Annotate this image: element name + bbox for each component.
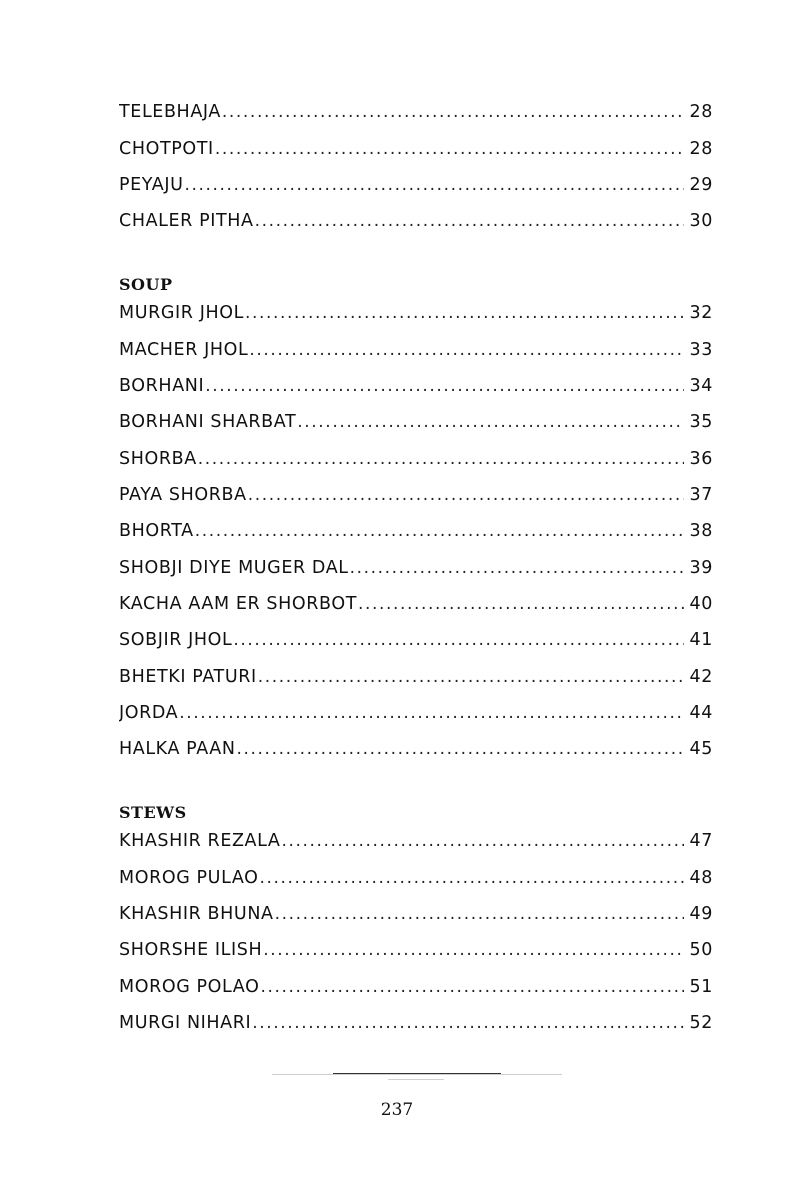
entry-title: HALKA PAAN xyxy=(119,739,236,759)
footer-rule xyxy=(272,1074,562,1075)
entry-page-number: 45 xyxy=(689,739,713,759)
entry-page-number: 33 xyxy=(689,340,713,360)
entry-page-number: 47 xyxy=(689,831,713,851)
dot-leader xyxy=(245,298,684,328)
dot-leader xyxy=(297,407,683,437)
entry-page-number: 52 xyxy=(689,1013,713,1033)
dot-leader xyxy=(260,972,683,1002)
entry-page-number: 34 xyxy=(689,376,713,396)
entry-title: SHORBA xyxy=(119,449,197,469)
page-number: 237 xyxy=(380,1100,414,1120)
entry-page-number: 35 xyxy=(689,412,713,432)
dot-leader xyxy=(184,170,683,200)
toc-entry xyxy=(119,863,713,893)
toc-entry xyxy=(119,935,713,965)
entry-title: JORDA xyxy=(119,703,179,723)
dot-leader xyxy=(263,935,683,965)
entry-page-number: 32 xyxy=(689,303,713,323)
toc-entry xyxy=(119,335,713,365)
entry-title: SHORSHE ILISH xyxy=(119,940,263,960)
entry-title: MACHER JHOL xyxy=(119,340,249,360)
dot-leader xyxy=(179,698,683,728)
dot-leader xyxy=(259,863,683,893)
toc-entry xyxy=(119,298,713,328)
footer-rule-short xyxy=(388,1079,444,1080)
toc-entry xyxy=(119,206,713,236)
toc-entry xyxy=(119,371,713,401)
entry-page-number: 38 xyxy=(689,521,713,541)
dot-leader xyxy=(252,1008,683,1038)
toc-entry xyxy=(119,516,713,546)
toc-entry xyxy=(119,698,713,728)
entry-title: MOROG POLAO xyxy=(119,977,260,997)
dot-leader xyxy=(237,734,684,764)
entry-page-number: 30 xyxy=(689,211,713,231)
dot-leader xyxy=(215,134,684,164)
toc-entry xyxy=(119,480,713,510)
dot-leader xyxy=(275,899,684,929)
entry-page-number: 41 xyxy=(689,630,713,650)
dot-leader xyxy=(195,516,684,546)
entry-title: BHETKI PATURI xyxy=(119,667,257,687)
toc-entry xyxy=(119,589,713,619)
footer-rule-dark xyxy=(333,1073,501,1074)
entry-title: SOBJIR JHOL xyxy=(119,630,233,650)
entry-title: BORHANI xyxy=(119,376,205,396)
entry-page-number: 28 xyxy=(689,102,713,122)
dot-leader xyxy=(255,206,684,236)
entry-page-number: 49 xyxy=(689,904,713,924)
entry-title: MURGIR JHOL xyxy=(119,303,244,323)
entry-title: BHORTA xyxy=(119,521,194,541)
toc-entry xyxy=(119,826,713,856)
entry-page-number: 48 xyxy=(689,868,713,888)
dot-leader xyxy=(350,553,684,583)
toc-entry xyxy=(119,407,713,437)
entry-page-number: 42 xyxy=(689,667,713,687)
entry-title: CHALER PITHA xyxy=(119,211,254,231)
section-heading: SOUP xyxy=(119,275,173,294)
entry-page-number: 37 xyxy=(689,485,713,505)
entry-page-number: 36 xyxy=(689,449,713,469)
entry-title: BORHANI SHARBAT xyxy=(119,412,297,432)
dot-leader xyxy=(222,97,684,127)
entry-title: PAYA SHORBA xyxy=(119,485,247,505)
entry-title: MURGI NIHARI xyxy=(119,1013,252,1033)
dot-leader xyxy=(258,662,684,692)
toc-entry xyxy=(119,972,713,1002)
toc-entry xyxy=(119,134,713,164)
entry-page-number: 39 xyxy=(689,558,713,578)
entry-title: CHOTPOTI xyxy=(119,139,214,159)
entry-title: MOROG PULAO xyxy=(119,868,259,888)
entry-title: SHOBJI DIYE MUGER DAL xyxy=(119,558,349,578)
entry-title: KHASHIR REZALA xyxy=(119,831,281,851)
entry-title: TELEBHAJA xyxy=(119,102,221,122)
entry-title: KACHA AAM ER SHORBOT xyxy=(119,594,357,614)
entry-page-number: 29 xyxy=(689,175,713,195)
section-heading: STEWS xyxy=(119,803,187,822)
toc-entry xyxy=(119,625,713,655)
entry-page-number: 28 xyxy=(689,139,713,159)
dot-leader xyxy=(358,589,684,619)
toc-entry xyxy=(119,553,713,583)
toc-entry xyxy=(119,899,713,929)
entry-title: KHASHIR BHUNA xyxy=(119,904,274,924)
toc-entry xyxy=(119,734,713,764)
toc-entry xyxy=(119,1008,713,1038)
toc-entry xyxy=(119,662,713,692)
toc-entry xyxy=(119,444,713,474)
entry-page-number: 44 xyxy=(689,703,713,723)
dot-leader xyxy=(198,444,684,474)
dot-leader xyxy=(233,625,683,655)
dot-leader xyxy=(249,335,683,365)
toc-entry xyxy=(119,170,713,200)
entry-page-number: 50 xyxy=(689,940,713,960)
entry-title: PEYAJU xyxy=(119,175,184,195)
dot-leader xyxy=(205,371,683,401)
dot-leader xyxy=(248,480,684,510)
entry-page-number: 40 xyxy=(689,594,713,614)
toc-entry xyxy=(119,97,713,127)
dot-leader xyxy=(281,826,683,856)
entry-page-number: 51 xyxy=(689,977,713,997)
